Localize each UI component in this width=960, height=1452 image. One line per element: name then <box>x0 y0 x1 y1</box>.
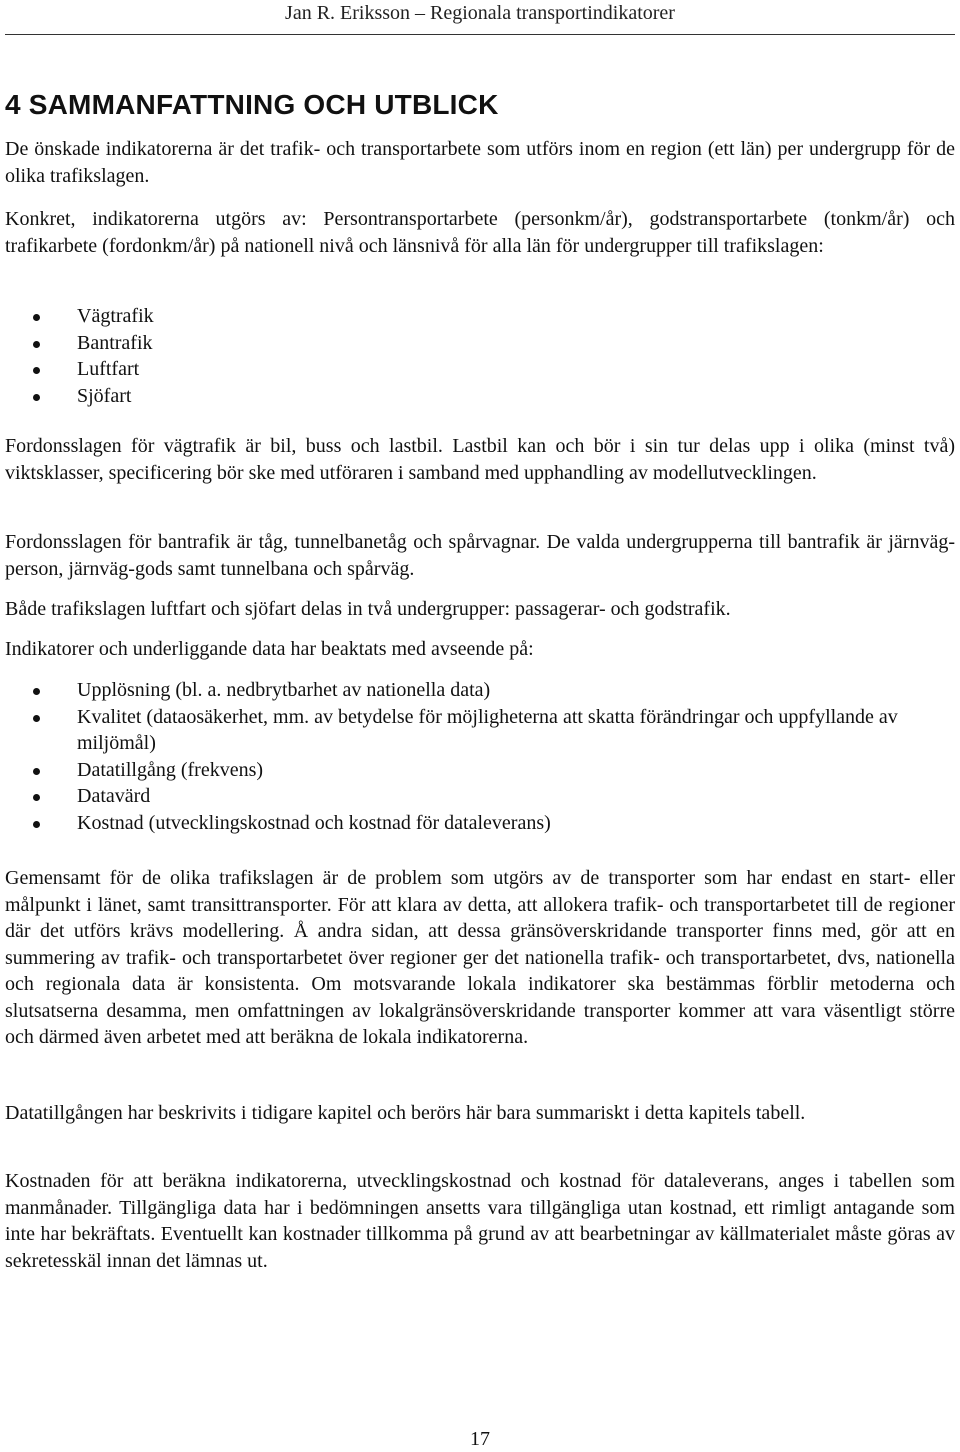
bullet-icon <box>33 341 40 348</box>
paragraph-transit: Gemensamt för de olika trafikslagen är de problem som utgörs av de transporter som har endast en start- eller målpunkt i länet, samt transittransporter. För att klara av detta, att allokera trafik- och transportarbetet till de regioner där det utförs krävs modellering. Å andra sidan, att dessa gränsöverskridande transporter finns med, gör att en summering av trafik- och transportarbetet över regioner ger det nationella trafik- och transportarbetet, dvs, nationella och regionala data är konsistenta. Om motsvarande lokala indikatorer ska bestämmas förblir metoderna och slutsatserna desamma, men omfattningen av lokalgränsöverskridande transporter kommer att vara väsentligt större och därmed även arbetet med att beräkna de lokala indikatorerna. <box>5 867 955 1048</box>
paragraph-indicators: Konkret, indikatorerna utgörs av: Persontransportarbete (personkm/år), godstransportarbete (tonkm/år) och trafikarbete (fordonkm/år) på nationell nivå och länsnivå för alla län för undergrupper till trafikslagen: <box>5 208 955 257</box>
list-item-text: Luftfart <box>77 358 140 380</box>
paragraph-criteria-intro: Indikatorer och underliggande data har beaktats med avseende på: <box>5 638 534 660</box>
paragraph-cost: Kostnaden för att beräkna indikatorerna, utvecklingskostnad och kostnad för dataleverans, anges i tabellen som manmånader. Tillgängliga data har i bedömningen ansetts vara tillgängliga utan kostnad, ett rimligt antagande som inte har bekräftats. Eventuellt kan kostnader tillkomma på grund av att bearbetningar av källmaterialet måste göras av sekretesskäl innan det lämnas ut. <box>5 1170 955 1272</box>
criteria-list <box>5 677 955 836</box>
list-item <box>5 810 955 837</box>
bullet-icon <box>33 821 40 828</box>
list-item-text: Kvalitet (dataosäkerhet, mm. av betydelse för möjligheterna att skatta förändringar och uppfyllande av miljömål) <box>77 705 898 754</box>
road-traffic-block <box>5 433 955 486</box>
list-item <box>5 677 955 704</box>
list-item-text: Upplösning (bl. a. nedbrytbarhet av nationella data) <box>77 679 491 701</box>
list-item-text: Sjöfart <box>77 384 132 407</box>
bullet-icon <box>33 768 40 775</box>
bullet-icon <box>33 794 40 801</box>
intro-block <box>5 136 955 189</box>
bullet-icon <box>33 394 40 401</box>
list-item <box>5 757 955 784</box>
bullet-icon <box>33 314 40 321</box>
list-item-text: Bantrafik <box>77 331 153 354</box>
list-item <box>5 704 955 757</box>
paragraph-air-sea: Både trafikslagen luftfart och sjöfart delas in två undergrupper: passagerar- och godstrafik. <box>5 598 731 620</box>
rail-traffic-block <box>5 529 955 582</box>
list-item <box>5 303 955 330</box>
criteria-intro-block <box>5 636 955 663</box>
running-header: Jan R. Eriksson – Regionala transportindikatorer <box>285 2 675 24</box>
list-item <box>5 330 955 357</box>
paragraph-data-availability: Datatillgången har beskrivits i tidigare kapitel och berörs här bara summariskt i detta kapitels tabell. <box>5 1102 806 1124</box>
list-item-text: Vägtrafik <box>77 305 154 327</box>
list-item-text: Kostnad (utvecklingskostnad och kostnad för dataleverans) <box>77 811 551 834</box>
list-item-text: Datavärd <box>77 785 151 807</box>
data-availability-block <box>5 1100 955 1127</box>
list-item-text: Datatillgång (frekvens) <box>77 758 264 781</box>
transport-modes-list <box>5 303 955 409</box>
paragraph-rail-traffic: Fordonsslagen för bantrafik är tåg, tunnelbanetåg och spårvagnar. De valda undergrupperna till bantrafik är järnväg-person, järnväg-gods samt tunnelbana och spårväg. <box>5 531 955 580</box>
paragraph-road-traffic: Fordonsslagen för vägtrafik är bil, buss och lastbil. Lastbil kan och bör i sin tur delas upp i olika (minst två) viktsklasser, specificering bör ske med utföraren i samband med upphandling av modellutvecklingen. <box>5 435 955 484</box>
bullet-icon <box>33 688 40 695</box>
list-item <box>5 383 955 410</box>
paragraph-intro: De önskade indikatorerna är det trafik- och transportarbete som utförs inom en region (ett län) per undergrupp för de olika trafikslagen. <box>5 138 955 187</box>
bullet-icon <box>33 367 40 374</box>
section-heading: 4 SAMMANFATTNING OCH UTBLICK <box>5 89 499 120</box>
air-sea-block <box>5 596 955 623</box>
list-item <box>5 356 955 383</box>
bullet-icon <box>33 715 40 722</box>
header-divider <box>5 34 955 35</box>
page-number: 17 <box>470 1428 490 1450</box>
list-item <box>5 783 955 810</box>
cost-block <box>5 1168 955 1274</box>
indicators-block <box>5 206 955 259</box>
transit-block <box>5 865 955 1051</box>
